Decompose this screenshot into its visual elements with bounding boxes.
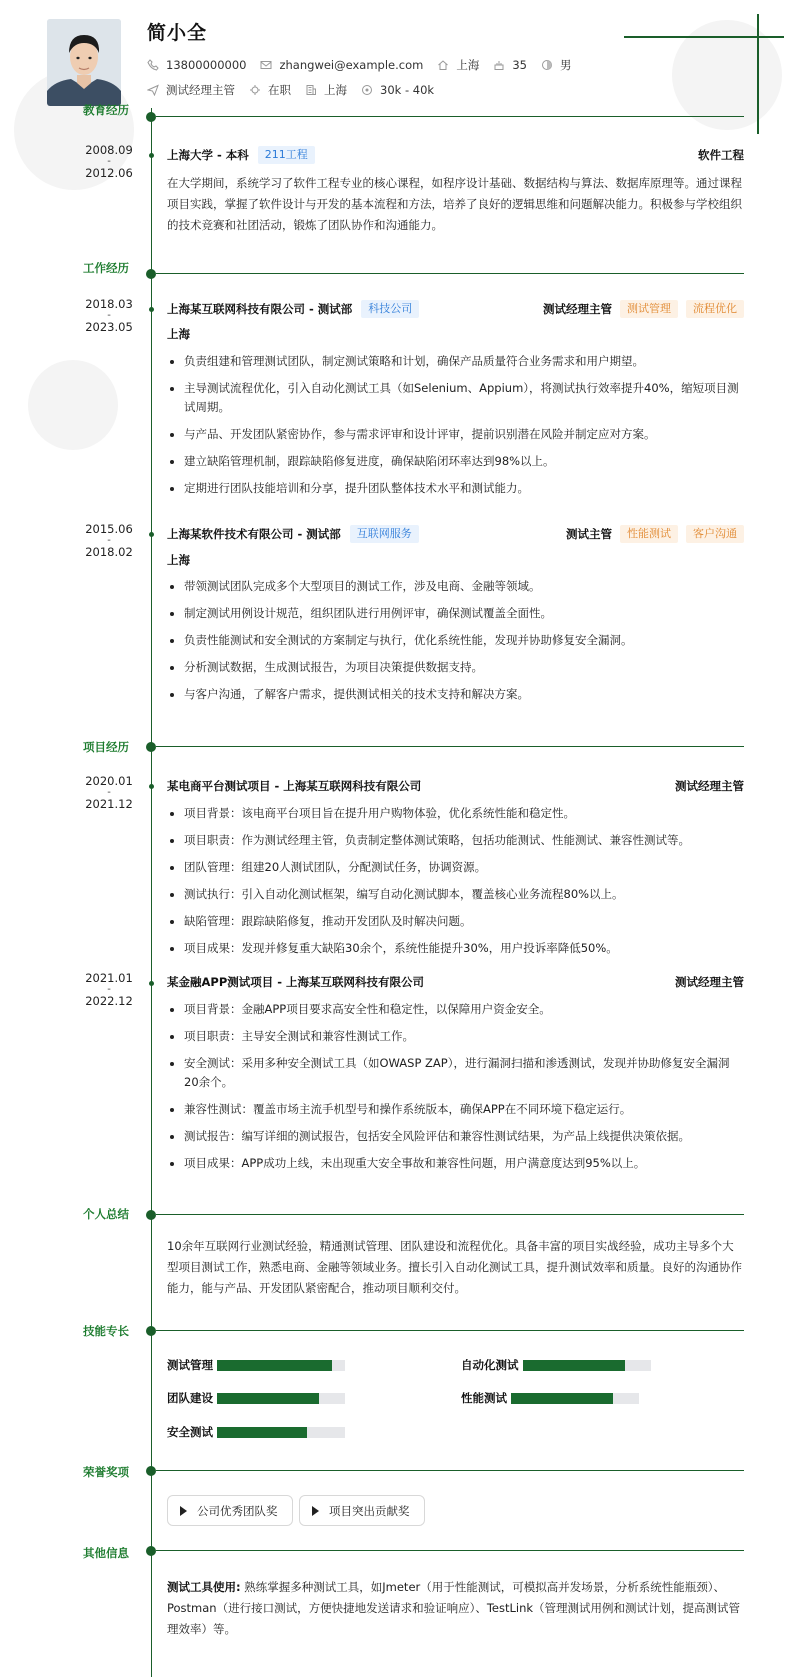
section-title-education: 教育经历 xyxy=(83,103,129,117)
list-item: 兼容性测试：覆盖市场主流手机型号和操作系统版本，确保APP在不同环境下稳定运行。 xyxy=(167,1100,742,1119)
send-icon xyxy=(147,84,159,96)
target-city-text: 上海 xyxy=(324,83,347,97)
section-marker xyxy=(146,269,156,279)
list-item: 定期进行团队技能培训和分享，提升团队整体技术水平和测试能力。 xyxy=(167,479,742,498)
list-item: 缺陷管理：跟踪缺陷修复，推动开发团队及时解决问题。 xyxy=(167,912,742,931)
section-divider xyxy=(156,1330,744,1331)
status-text: 在职 xyxy=(268,83,291,97)
date-end: 2021.12 xyxy=(85,797,133,811)
list-item: 与客户沟通，了解客户需求，提供测试相关的技术支持和解决方案。 xyxy=(167,685,742,704)
date-start: 2008.09 xyxy=(85,143,133,157)
date-end: 2023.05 xyxy=(85,320,133,334)
list-item: 建立缺陷管理机制，跟踪缺陷修复进度，确保缺陷闭环率达到98%以上。 xyxy=(167,452,742,471)
home-icon xyxy=(437,59,449,71)
section-divider xyxy=(156,1470,744,1471)
skill-name: 自动化测试 xyxy=(461,1358,519,1372)
project-role: 测试经理主管 xyxy=(675,779,744,793)
target-city-item xyxy=(305,82,347,98)
section-marker xyxy=(146,1210,156,1220)
education-header xyxy=(167,146,744,164)
major-name: 软件工程 xyxy=(698,148,744,162)
status-icon xyxy=(249,84,261,96)
award-item[interactable] xyxy=(299,1495,425,1526)
list-item: 测试执行：引入自动化测试框架，编写自动化测试脚本，覆盖核心业务流程80%以上。 xyxy=(167,885,742,904)
date-separator: - xyxy=(107,535,111,546)
play-icon xyxy=(312,1506,319,1516)
entry-marker xyxy=(149,981,154,986)
phone-text: 13800000000 xyxy=(166,58,247,72)
salary-item xyxy=(361,83,434,97)
project-name: 某电商平台测试项目 - 上海某互联网科技有限公司 xyxy=(167,779,422,793)
section-marker xyxy=(146,1466,156,1476)
list-item: 测试报告：编写详细的测试报告，包括安全风险评估和兼容性测试结果，为产品上线提供决策依据。 xyxy=(167,1127,742,1146)
school-name: 上海大学 - 本科 xyxy=(167,148,249,162)
mail-icon xyxy=(260,59,272,71)
date-separator: - xyxy=(107,984,111,995)
project-details xyxy=(167,804,742,966)
section-title-awards: 荣誉奖项 xyxy=(83,1465,129,1479)
date-range xyxy=(79,971,139,1008)
work-location: 上海 xyxy=(167,327,190,341)
person-name: 简小全 xyxy=(147,22,208,44)
date-separator: - xyxy=(107,310,111,321)
date-end: 2012.06 xyxy=(85,166,133,180)
skill-item xyxy=(167,1357,345,1373)
date-start: 2020.01 xyxy=(85,774,133,788)
project-name: 某金融APP测试项目 - 上海某互联网科技有限公司 xyxy=(167,975,425,989)
section-divider xyxy=(156,1550,744,1551)
skill-tag: 客户沟通 xyxy=(686,525,744,543)
target-role-item xyxy=(147,82,235,98)
skill-level xyxy=(217,1427,307,1438)
list-item: 负责性能测试和安全测试的方案制定与执行，优化系统性能，发现并协助修复安全漏洞。 xyxy=(167,631,742,650)
skill-bar xyxy=(217,1360,345,1371)
list-item: 项目职责：主导安全测试和兼容性测试工作。 xyxy=(167,1027,742,1046)
project-header xyxy=(167,778,744,794)
date-separator: - xyxy=(107,156,111,167)
date-range xyxy=(79,774,139,811)
entry-marker xyxy=(149,307,154,312)
phone-item xyxy=(147,58,246,72)
award-label: 公司优秀团队奖 xyxy=(197,1503,278,1518)
section-title-projects: 项目经历 xyxy=(83,740,129,754)
project-header xyxy=(167,974,744,990)
entry-marker xyxy=(149,153,154,158)
timeline-axis xyxy=(151,108,152,1677)
list-item: 项目背景：金融APP项目要求高安全性和稳定性，以保障用户资金安全。 xyxy=(167,1000,742,1019)
section-title-work: 工作经历 xyxy=(83,261,129,275)
list-item: 分析测试数据，生成测试报告，为项目决策提供数据支持。 xyxy=(167,658,742,677)
skill-bar xyxy=(511,1393,639,1404)
job-title: 测试经理主管 xyxy=(543,302,612,316)
city-item xyxy=(437,57,479,73)
skill-bar xyxy=(217,1427,345,1438)
date-range xyxy=(79,297,139,334)
skill-item xyxy=(461,1390,639,1406)
date-start: 2021.01 xyxy=(85,971,133,985)
project-role: 测试经理主管 xyxy=(675,975,744,989)
skill-tag: 性能测试 xyxy=(620,525,678,543)
section-divider xyxy=(156,273,744,274)
list-item: 项目成果：发现并修复重大缺陷30余个，系统性能提升30%，用户投诉率降低50%。 xyxy=(167,939,742,958)
list-item: 安全测试：采用多种安全测试工具（如OWASP ZAP），进行漏洞扫描和渗透测试，发现并协助修复安全漏洞20余个。 xyxy=(167,1054,742,1092)
skill-name: 团队建设 xyxy=(167,1391,213,1405)
entry-marker xyxy=(149,532,154,537)
section-marker xyxy=(146,1546,156,1556)
work-duties xyxy=(167,577,742,712)
skill-name: 性能测试 xyxy=(461,1391,507,1405)
other-label: 测试工具使用: xyxy=(167,1580,241,1594)
date-start: 2018.03 xyxy=(85,297,133,311)
section-divider xyxy=(156,116,744,117)
company-tag: 科技公司 xyxy=(361,300,419,318)
date-range xyxy=(79,143,139,180)
list-item: 项目背景：该电商平台项目旨在提升用户购物体验，优化系统性能和稳定性。 xyxy=(167,804,742,823)
skill-level xyxy=(511,1393,613,1404)
list-item: 负责组建和管理测试团队，制定测试策略和计划，确保产品质量符合业务需求和用户期望。 xyxy=(167,352,742,371)
date-start: 2015.06 xyxy=(85,522,133,536)
education-description: 在大学期间，系统学习了软件工程专业的核心课程，如程序设计基础、数据结构与算法、数据库原理等。通过课程项目实践，掌握了软件设计与开发的基本流程和方法，培养了良好的逻辑思维和问题解决能力。积极参与学校组织的技术竞赛和社团活动，锻炼了团队协作和沟通能力。 xyxy=(167,176,742,232)
gender-item xyxy=(541,57,572,73)
age-text: 35 xyxy=(512,58,527,72)
section-divider xyxy=(156,746,744,747)
project-details xyxy=(167,1000,742,1181)
play-icon xyxy=(180,1506,187,1516)
skill-item xyxy=(461,1357,651,1373)
job-title: 测试主管 xyxy=(566,527,612,541)
company-name: 上海某软件技术有限公司 - 测试部 xyxy=(167,527,341,541)
section-marker xyxy=(146,1326,156,1336)
date-end: 2022.12 xyxy=(85,994,133,1008)
work-header xyxy=(167,525,744,543)
status-item xyxy=(249,82,291,98)
list-item: 制定测试用例设计规范，组织团队进行用例评审，确保测试覆盖全面性。 xyxy=(167,604,742,623)
skill-tag: 测试管理 xyxy=(620,300,678,318)
skill-tag: 流程优化 xyxy=(686,300,744,318)
other-info xyxy=(167,1577,747,1640)
section-divider xyxy=(156,1214,744,1215)
section-title-other: 其他信息 xyxy=(83,1546,129,1560)
list-item: 团队管理：组建20人测试团队，分配测试任务，协调资源。 xyxy=(167,858,742,877)
skill-item xyxy=(167,1424,345,1440)
cake-icon xyxy=(493,59,505,71)
gender-text: 男 xyxy=(559,58,572,72)
skill-name: 测试管理 xyxy=(167,1358,213,1372)
other-text: 熟练掌握多种测试工具，如Jmeter（用于性能测试，可模拟高并发场景，分析系统性能瓶颈）、Postman（进行接口测试，方便快捷地发送请求和验证响应）、TestLink（管理测试用例和测试计划，提高测试管理效率）等。 xyxy=(167,1580,741,1636)
skill-level xyxy=(217,1360,332,1371)
list-item: 项目成果：APP成功上线，未出现重大安全事故和兼容性问题，用户满意度达到95%以上。 xyxy=(167,1154,742,1173)
decor-line xyxy=(624,36,784,38)
decor-line xyxy=(757,14,759,134)
salary-icon xyxy=(361,84,373,96)
job-intent-row xyxy=(147,82,448,98)
award-label: 项目突出贡献奖 xyxy=(329,1503,410,1518)
award-item[interactable] xyxy=(167,1495,293,1526)
city-text: 上海 xyxy=(456,58,480,72)
building-icon xyxy=(305,84,317,96)
section-title-summary: 个人总结 xyxy=(83,1207,129,1221)
date-end: 2018.02 xyxy=(85,545,133,559)
list-item: 带领测试团队完成多个大型项目的测试工作，涉及电商、金融等领域。 xyxy=(167,577,742,596)
avatar xyxy=(47,19,121,106)
date-separator: - xyxy=(107,787,111,798)
section-marker xyxy=(146,112,156,122)
age-item xyxy=(493,58,527,72)
list-item: 与产品、开发团队紧密协作，参与需求评审和设计评审，提前识别潜在风险并制定应对方案。 xyxy=(167,425,742,444)
company-tag: 互联网服务 xyxy=(350,525,419,543)
decor-circle xyxy=(28,360,118,450)
phone-icon xyxy=(147,59,159,71)
skill-bar xyxy=(217,1393,345,1404)
list-item: 主导测试流程优化，引入自动化测试工具（如Selenium、Appium），将测试执行效率提升40%，缩短项目测试周期。 xyxy=(167,379,742,417)
skill-item xyxy=(167,1390,345,1406)
work-duties xyxy=(167,352,742,506)
skill-level xyxy=(217,1393,319,1404)
skill-level xyxy=(523,1360,625,1371)
list-item: 项目职责：作为测试经理主管，负责制定整体测试策略，包括功能测试、性能测试、兼容性测试等。 xyxy=(167,831,742,850)
contact-row xyxy=(147,57,585,73)
company-name: 上海某互联网科技有限公司 - 测试部 xyxy=(167,302,353,316)
skill-name: 安全测试 xyxy=(167,1425,213,1439)
target-role-text: 测试经理主管 xyxy=(166,83,235,97)
summary-text: 10余年互联网行业测试经验，精通测试管理、团队建设和流程优化。具备丰富的项目实战经验，成功主导多个大型项目测试工作，熟悉电商、金融等领域业务。擅长引入自动化测试工具，提升测试效率和质量。良好的沟通协作能力，能与产品、开发团队紧密配合，推动项目顺利交付。 xyxy=(167,1239,742,1295)
email-item xyxy=(260,58,423,72)
entry-marker xyxy=(149,784,154,789)
school-tag: 211工程 xyxy=(258,146,315,164)
salary-text: 30k - 40k xyxy=(380,83,435,97)
work-location: 上海 xyxy=(167,553,190,567)
section-marker xyxy=(146,742,156,752)
section-title-skills: 技能专长 xyxy=(83,1324,129,1338)
skill-bar xyxy=(523,1360,651,1371)
email-text: zhangwei@example.com xyxy=(279,58,424,72)
gender-icon xyxy=(541,59,553,71)
date-range xyxy=(79,522,139,559)
work-header xyxy=(167,300,744,318)
